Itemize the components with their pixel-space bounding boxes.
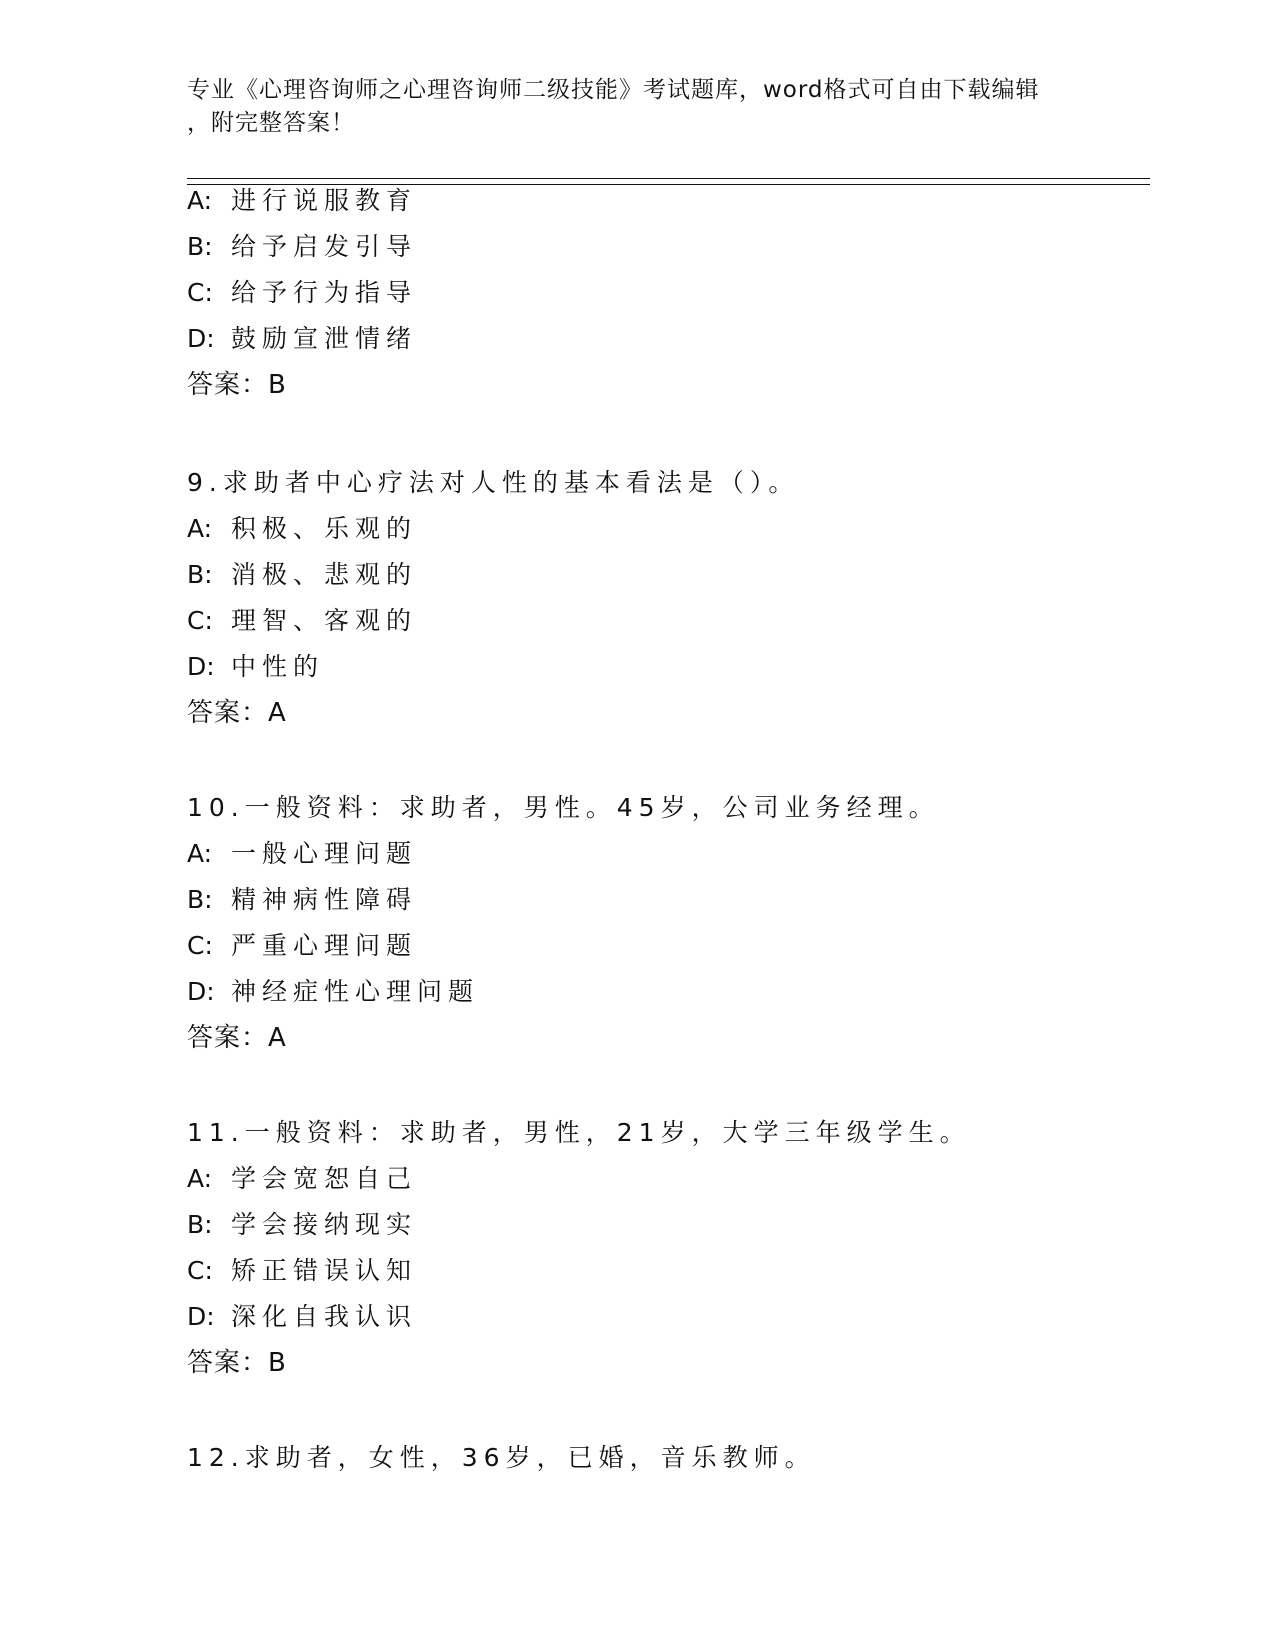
option-letter: A: bbox=[187, 514, 213, 543]
option-letter: C: bbox=[187, 1256, 213, 1285]
option-text: 理智、客观的 bbox=[231, 606, 418, 635]
question-block-11 bbox=[187, 1110, 1187, 1386]
option-text: 鼓励宣泄情绪 bbox=[231, 324, 418, 353]
option-letter: D: bbox=[187, 1302, 215, 1331]
option-b bbox=[187, 877, 1187, 923]
option-letter: D: bbox=[187, 652, 215, 681]
option-letter: B: bbox=[187, 1210, 213, 1239]
option-d bbox=[187, 316, 1187, 362]
question-text: 10.一般资料：求助者，男性。45岁，公司业务经理。 bbox=[187, 793, 940, 822]
option-text: 积极、乐观的 bbox=[231, 514, 418, 543]
option-b bbox=[187, 224, 1187, 270]
option-c bbox=[187, 1248, 1187, 1294]
option-c bbox=[187, 598, 1187, 644]
document-header bbox=[187, 74, 1087, 140]
answer-line: 答案：A bbox=[187, 1023, 287, 1053]
option-letter: A: bbox=[187, 186, 213, 215]
question-block-12 bbox=[187, 1435, 1187, 1481]
option-d bbox=[187, 1294, 1187, 1340]
option-text: 一般心理问题 bbox=[231, 839, 418, 868]
question-block-10 bbox=[187, 785, 1187, 1061]
option-text: 给予启发引导 bbox=[231, 232, 418, 261]
option-text: 中性的 bbox=[231, 652, 325, 681]
option-text: 严重心理问题 bbox=[231, 931, 418, 960]
option-letter: C: bbox=[187, 278, 213, 307]
option-text: 进行说服教育 bbox=[231, 186, 418, 215]
option-letter: A: bbox=[187, 1164, 213, 1193]
option-text: 精神病性障碍 bbox=[231, 885, 418, 914]
option-text: 矫正错误认知 bbox=[231, 1256, 418, 1285]
option-letter: D: bbox=[187, 324, 215, 353]
option-a bbox=[187, 506, 1187, 552]
option-d bbox=[187, 644, 1187, 690]
option-text: 学会宽恕自己 bbox=[231, 1164, 418, 1193]
option-b bbox=[187, 1202, 1187, 1248]
option-text: 深化自我认识 bbox=[231, 1302, 418, 1331]
option-a bbox=[187, 831, 1187, 877]
option-letter: B: bbox=[187, 560, 213, 589]
option-a bbox=[187, 178, 1187, 224]
question-text: 9.求助者中心疗法对人性的基本看法是（）。 bbox=[187, 468, 800, 497]
option-text: 消极、悲观的 bbox=[231, 560, 418, 589]
question-block-8 bbox=[187, 178, 1187, 408]
option-letter: D: bbox=[187, 977, 215, 1006]
header-line-2: ，附完整答案！ bbox=[187, 110, 355, 136]
header-line-1: 专业《心理咨询师之心理咨询师二级技能》考试题库，word格式可自由下载编辑 bbox=[187, 77, 1040, 103]
question-text: 11.一般资料：求助者，男性，21岁，大学三年级学生。 bbox=[187, 1118, 971, 1147]
option-letter: A: bbox=[187, 839, 213, 868]
option-d bbox=[187, 969, 1187, 1015]
option-text: 学会接纳现实 bbox=[231, 1210, 418, 1239]
answer-line: 答案：A bbox=[187, 698, 287, 728]
answer-line: 答案：B bbox=[187, 370, 287, 400]
option-text: 给予行为指导 bbox=[231, 278, 418, 307]
option-c bbox=[187, 923, 1187, 969]
option-a bbox=[187, 1156, 1187, 1202]
option-b bbox=[187, 552, 1187, 598]
option-letter: B: bbox=[187, 885, 213, 914]
question-text: 12.求助者，女性，36岁，已婚，音乐教师。 bbox=[187, 1443, 816, 1472]
option-letter: C: bbox=[187, 606, 213, 635]
question-block-9 bbox=[187, 460, 1187, 736]
option-letter: B: bbox=[187, 232, 213, 261]
option-letter: C: bbox=[187, 931, 213, 960]
option-text: 神经症性心理问题 bbox=[231, 977, 480, 1006]
answer-line: 答案：B bbox=[187, 1348, 287, 1378]
option-c bbox=[187, 270, 1187, 316]
